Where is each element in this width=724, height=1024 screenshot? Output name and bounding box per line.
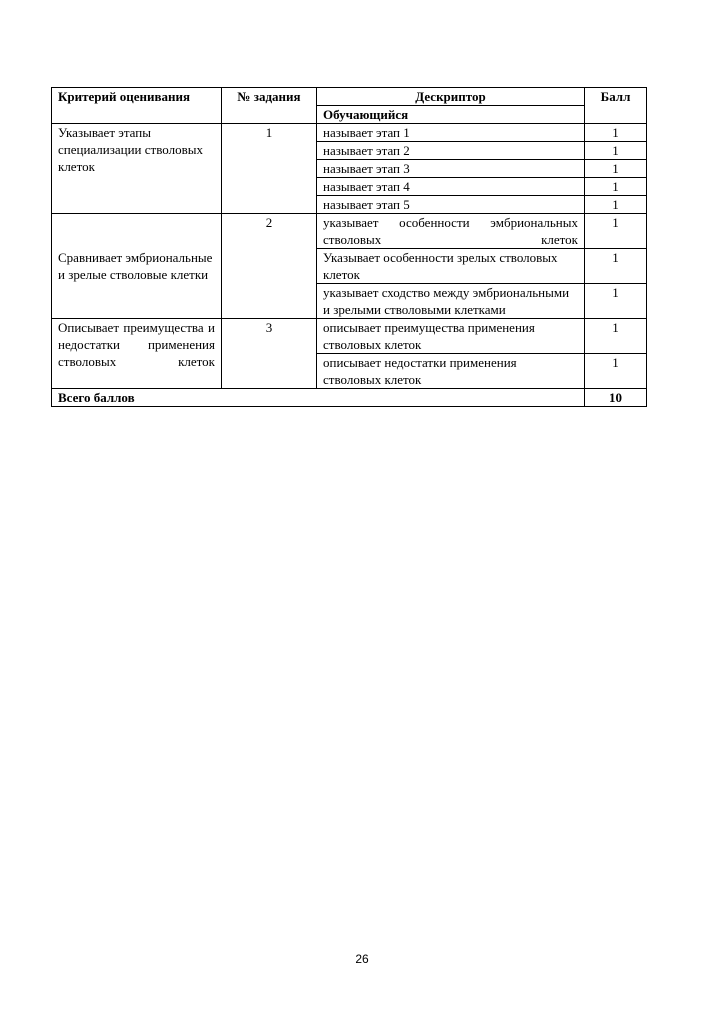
task-number-cell: 3 [222,319,317,389]
task-number-cell: 2 [222,214,317,319]
criterion-cell: Описывает преимущества и недостатки применения стволовых клеток [52,319,222,389]
assessment-rubric-table [51,87,647,407]
header-task-number: № задания [222,88,317,124]
descriptor-cell: называет этап 1 [317,124,585,142]
score-cell: 1 [585,284,647,319]
score-cell: 1 [585,196,647,214]
header-descriptor: Дескриптор [317,88,585,106]
descriptor-cell: Указывает особенности зрелых стволовых клеток [317,249,585,284]
table-row [52,214,647,249]
total-row [52,389,647,407]
score-cell: 1 [585,249,647,284]
descriptor-cell: называет этап 4 [317,178,585,196]
table-header-row [52,88,647,106]
criterion-cell: Указывает этапы специализации стволовых клеток [52,124,222,214]
header-score: Балл [585,88,647,124]
descriptor-cell: называет этап 2 [317,142,585,160]
score-cell: 1 [585,354,647,389]
criterion-cell: Сравнивает эмбриональные и зрелые стволовые клетки [52,214,222,319]
table-row [52,124,647,142]
score-cell: 1 [585,178,647,196]
page-number: 26 [355,952,369,966]
table-row [52,319,647,354]
descriptor-cell: называет этап 5 [317,196,585,214]
descriptor-cell: называет этап 3 [317,160,585,178]
descriptor-cell: указывает особенности эмбриональных стволовых клеток [317,214,585,249]
task-number-cell: 1 [222,124,317,214]
descriptor-cell: описывает недостатки применения стволовых клеток [317,354,585,389]
score-cell: 1 [585,124,647,142]
score-cell: 1 [585,214,647,249]
header-descriptor-learner: Обучающийся [317,106,585,124]
score-cell: 1 [585,142,647,160]
total-value: 10 [585,389,647,407]
score-cell: 1 [585,160,647,178]
header-criterion: Критерий оценивания [52,88,222,124]
descriptor-cell: описывает преимущества применения стволовых клеток [317,319,585,354]
descriptor-cell: указывает сходство между эмбриональными и зрелыми стволовыми клетками [317,284,585,319]
score-cell: 1 [585,319,647,354]
total-label: Всего баллов [52,389,585,407]
